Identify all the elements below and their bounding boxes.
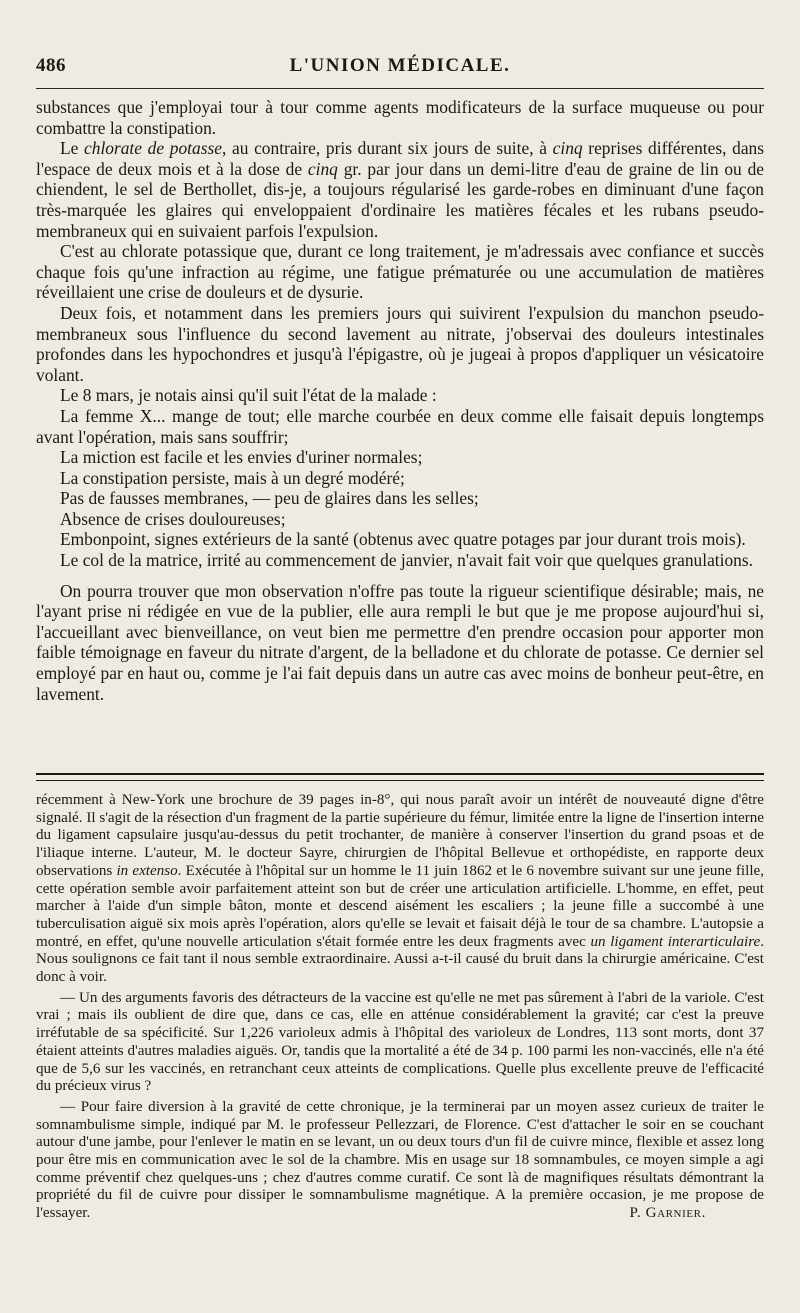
paragraph-6: La femme X... mange de tout; elle marche courbée en deux comme elle faisait depuis longtemps avant l'opération, mais sans souffrir; (36, 405, 764, 447)
paragraph-9: Pas de fausses membranes, — peu de glaires dans les selles; (60, 488, 479, 509)
page-header (36, 55, 764, 83)
paragraph-2-italic-3: cinq (307, 158, 338, 179)
paragraph-2-italic-1: chlorate de potasse (84, 138, 222, 159)
note-1 (36, 792, 764, 987)
note-1-italic-1: in extenso (116, 862, 178, 879)
author-signature: P. Garnier. (629, 1205, 706, 1222)
paragraph-5: Le 8 mars, je notais ainsi qu'il suit l'état de la malade : (60, 385, 437, 406)
note-1-part-b: . Exécutée à l'hôpital sur un homme le 11 juin 1862 et le 6 novembre suivant sur une jeune fille, cette opération semble avoir parfaitement atteint son but de créer une articulation artificielle. L'homme, en effet, peut marcher à l'aide d'un simple bâton, monte et descend aisément les escaliers ; la jeune fille a succombé à une tuberculisation aiguë six mois après l'opération, alors qu'elle se levait et faisait déjà le tour de sa chambre. L'autopsie a montré, en effet, qu'une nouvelle articulation s'était formée entre les deux fragments avec (36, 862, 764, 950)
section-separator (36, 773, 764, 781)
running-title: L'UNION MÉDICALE. (289, 55, 511, 76)
paragraph-2-mid-1: , au contraire, pris durant six jours de suite, à (221, 138, 553, 159)
note-3 (36, 1099, 764, 1223)
feuilleton-notes (36, 792, 764, 1223)
paragraph-13: On pourra trouver que mon observation n'offre pas toute la rigueur scientifique désirable; mais, ne l'ayant prise ni rédigée en vue de la publier, elle aura rempli le but que je me propose aujourd'hui si, l'accueillant avec bienveillance, on veut bien me permettre d'en prendre occasion pour apporter mon faible témoignage en faveur du nitrate d'argent, de la belladone et du chlorate de potasse. Ce dernier sel employé par en haut ou, comme je l'ai fait depuis dans un autre cas avec moins de bonheur peut-être, en lavement. (36, 580, 764, 704)
note-1-part-c: . Nous soulignons ce fait tant il nous semble extraordinaire. Aussi a-t-il causé du bruit dans la chirurgie américaine. C'est donc à voir. (36, 933, 764, 986)
paragraph-2-mid-2: reprises différentes, dans l'espace de deux mois et à la dose de (36, 138, 764, 179)
main-text (36, 97, 764, 704)
note-3-text: — Pour faire diversion à la gravité de cette chronique, je la terminerai par un moyen assez curieux de traiter le somnambulisme simple, indiqué par M. le professeur Pellezzari, de Florence. C'est d'attacher le soir en se couchant autour d'une jambe, pour l'enlever le matin en se levant, un ou deux tours d'un fil de cuivre mince, flexible et assez long pour être mis en communication avec le sol de la chambre. Mis en usage sur 18 somnambules, ce moyen simple a agi comme préventif chez quelques-uns ; chez d'autres comme curatif. Ce sont là de magnifiques résultats démontrant la propriété du fil de cuivre pour dissiper le somnambulisme magnétique. A la première occasion, je me propose de l'essayer. (36, 1098, 764, 1222)
paragraph-8: La constipation persiste, mais à un degré modéré; (60, 467, 405, 488)
paragraph-4: Deux fois, et notamment dans les premiers jours qui suivirent l'expulsion du manchon pseudo-membraneux sous l'influence du second lavement au nitrate, j'observai des douleurs intestinales profondes dans les hypochondres et jusqu'à l'épigastre, où je jugeai à propos d'appliquer un vésicatoire volant. (36, 302, 764, 385)
paragraph-2-prefix: Le (60, 138, 85, 159)
page-number: 486 (36, 55, 66, 76)
paragraph-1: substances que j'employai tour à tour comme agents modificateurs de la surface muqueuse ou pour combattre la constipation. (36, 97, 764, 138)
paragraph-7: La miction est facile et les envies d'uriner normales; (60, 447, 423, 468)
note-1-part-a: récemment à New-York une brochure de 39 pages in-8°, qui nous paraît avoir un intérêt de nouveauté digne d'être signalé. Il s'agit de la résection d'un fragment de la partie supérieure du fémur, limitée entre la ligne de l'insertion interne du ligament capsulaire jusqu'au-dessus du petit trochanter, de manière à conserver l'insertion du grand psoas et de l'iliaque interne. L'auteur, M. le docteur Sayre, chirurgien de l'hôpital Bellevue et orthopédiste, en rapporte deux observations (36, 792, 764, 879)
paragraph-2-italic-2: cinq (552, 138, 583, 159)
paragraph-10: Absence de crises douloureuses; (60, 508, 286, 529)
paragraph-2-suffix: gr. par jour dans un demi-litre d'eau de graine de lin ou de chiendent, le sel de Berthollet, dis-je, a toujours régularisé les garde-robes en diminuant d'une façon très-marquée les glaires qui enveloppaient d'ordinaire les matières fécales et les rubans pseudo-membraneux qui en suivaient parfois l'expulsion. (36, 158, 764, 241)
paragraph-11: Embonpoint, signes extérieurs de la santé (obtenus avec quatre potages par jour durant trois mois). (60, 529, 746, 550)
header-rule (36, 88, 764, 89)
note-2: — Un des arguments favoris des détracteurs de la vaccine est qu'elle ne met pas sûrement à l'abri de la variole. C'est vrai ; mais ils oublient de dire que, dans ce cas, elle en atténue considérablement la gravité; car c'est la preuve irréfutable de sa spécificité. Sur 1,226 varioleux admis à l'hôpital des varioleux de Londres, 113 sont morts, dont 37 étaient atteints d'autres maladies aiguës. Or, tandis que la mortalité a été de 34 p. 100 parmi les non-vaccinés, elle n'a été que de 5,6 sur les vaccinés, en retranchant ceux atteints de complications. Quelle plus excellente preuve de l'efficacité du précieux virus ? (36, 989, 764, 1095)
paragraph-2 (36, 138, 764, 241)
note-1-italic-2: un ligament interarticulaire (590, 933, 761, 950)
paragraph-3: C'est au chlorate potassique que, durant ce long traitement, je m'adressais avec confiance et succès chaque fois qu'une infraction au régime, une fatigue prématurée ou une accumulation de matières réveillaient une crise de douleurs et de dysurie. (36, 241, 764, 303)
paragraph-12: Le col de la matrice, irrité au commencement de janvier, n'avait fait voir que quelques granulations. (60, 550, 753, 571)
